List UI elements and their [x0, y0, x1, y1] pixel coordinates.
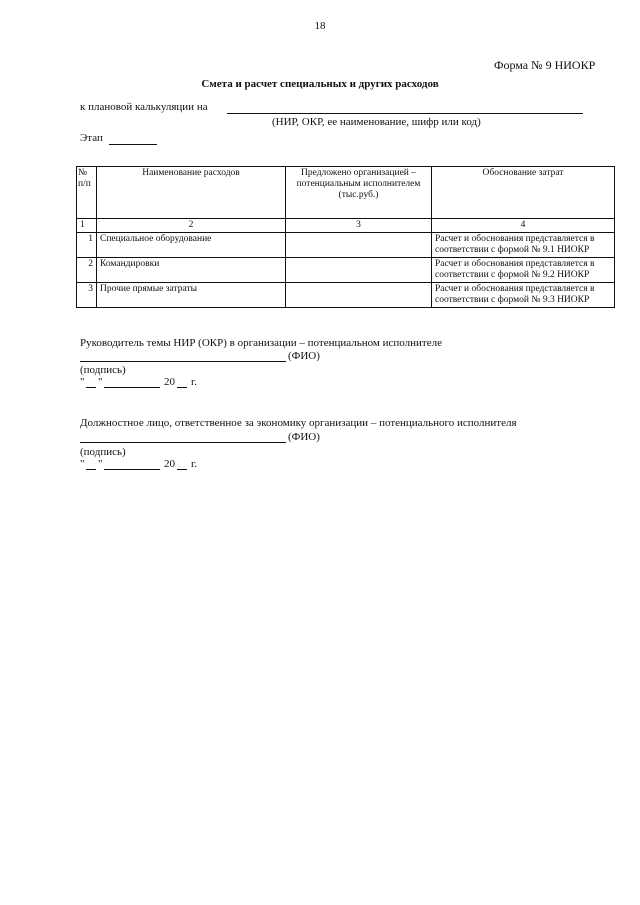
row-number: 1 [77, 233, 97, 258]
row-name: Прочие прямые затраты [97, 283, 286, 308]
calculation-label: к плановой калькуляции на [80, 101, 208, 113]
signature-label-1: (подпись) [80, 364, 126, 376]
table-row [77, 283, 615, 308]
fio-line-1 [80, 361, 286, 362]
index-cell: 3 [286, 219, 432, 233]
estimate-table [76, 166, 615, 308]
date-quote-close-2: " [98, 458, 103, 470]
signature-heading-2: Должностное лицо, ответственное за экономику организации – потенциального исполнителя [80, 417, 517, 429]
row-value[interactable] [286, 283, 432, 308]
date-year-2: 20 [164, 458, 175, 470]
row-number: 2 [77, 258, 97, 283]
header-justification: Обоснование затрат [432, 167, 615, 219]
header-proposed: Предложено организацией – потенциальным исполнителем (тыс.руб.) [286, 167, 432, 219]
date-quote-open-1: " [80, 376, 85, 388]
day-line-1 [86, 387, 96, 388]
calculation-blank-line [227, 113, 583, 114]
index-cell: 2 [97, 219, 286, 233]
signature-label-2: (подпись) [80, 446, 126, 458]
day-line-2 [86, 469, 96, 470]
calculation-hint: (НИР, ОКР, ее наименование, шифр или код) [272, 116, 481, 128]
fio-line-2 [80, 442, 286, 443]
row-justification: Расчет и обоснования представляется в соответствии с формой № 9.2 НИОКР [432, 258, 615, 283]
row-value[interactable] [286, 258, 432, 283]
index-cell: 1 [77, 219, 97, 233]
row-justification: Расчет и обоснования представляется в соответствии с формой № 9.1 НИОКР [432, 233, 615, 258]
form-number: Форма № 9 НИОКР [494, 58, 596, 72]
month-line-1 [104, 387, 160, 388]
table-header-row [77, 167, 615, 219]
date-suffix-2: г. [191, 458, 198, 470]
table-row [77, 233, 615, 258]
year-line-1 [177, 387, 187, 388]
date-quote-close-1: " [98, 376, 103, 388]
index-cell: 4 [432, 219, 615, 233]
date-suffix-1: г. [191, 376, 198, 388]
stage-blank-line [109, 144, 157, 145]
table-row [77, 258, 615, 283]
date-quote-open-2: " [80, 458, 85, 470]
page-number: 18 [314, 20, 326, 32]
signature-heading-1: Руководитель темы НИР (ОКР) в организации – потенциальном исполнителе [80, 337, 442, 349]
row-name: Специальное оборудование [97, 233, 286, 258]
month-line-2 [104, 469, 160, 470]
header-no: № п/п [77, 167, 97, 219]
header-name: Наименование расходов [97, 167, 286, 219]
row-name: Командировки [97, 258, 286, 283]
table-index-row [77, 219, 615, 233]
row-number: 3 [77, 283, 97, 308]
year-line-2 [177, 469, 187, 470]
date-year-1: 20 [164, 376, 175, 388]
stage-label: Этап [80, 132, 103, 144]
row-value[interactable] [286, 233, 432, 258]
fio-label-1: (ФИО) [288, 350, 320, 362]
document-title: Смета и расчет специальных и других расходов [201, 78, 439, 90]
row-justification: Расчет и обоснования представляется в соответствии с формой № 9.3 НИОКР [432, 283, 615, 308]
fio-label-2: (ФИО) [288, 431, 320, 443]
